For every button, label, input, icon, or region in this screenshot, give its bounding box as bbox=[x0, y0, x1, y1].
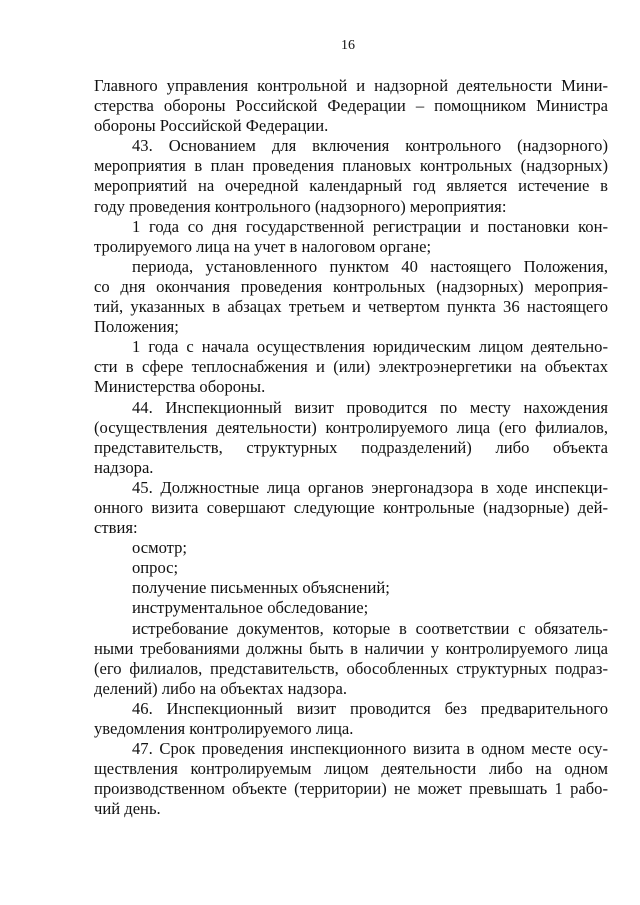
paragraph bbox=[94, 217, 608, 257]
text-line: 1 года со дня государственной регистрации и постановки кон- bbox=[132, 216, 608, 236]
paragraph bbox=[94, 337, 608, 397]
text-line: ными требованиями должны быть в наличии у контролируемого лица bbox=[94, 638, 608, 658]
paragraph bbox=[94, 136, 608, 216]
text-line: осмотр; bbox=[132, 538, 188, 558]
text-line: со дня окончания проведения контрольных (надзорных) мероприя- bbox=[94, 276, 608, 296]
paragraph bbox=[94, 578, 608, 598]
paragraph bbox=[94, 598, 608, 618]
text-line: 47. Срок проведения инспекционного визита в одном месте осу- bbox=[132, 739, 608, 759]
paragraph bbox=[94, 478, 608, 538]
text-line: опрос; bbox=[132, 558, 179, 578]
text-line: 1 года с начала осуществления юридическим лицом деятельно- bbox=[132, 337, 608, 357]
text-line: (осуществления деятельности) контролируемого лица (его филиалов, bbox=[94, 417, 608, 437]
paragraph bbox=[94, 558, 608, 578]
text-line: году проведения контрольного (надзорного) мероприятия: bbox=[94, 196, 507, 216]
document-body bbox=[94, 76, 608, 819]
paragraph bbox=[94, 619, 608, 699]
text-line: получение письменных объяснений; bbox=[132, 578, 390, 598]
text-line: Главного управления контрольной и надзорной деятельности Мини- bbox=[94, 76, 608, 95]
text-line: 43. Основанием для включения контрольного (надзорного) bbox=[132, 136, 608, 156]
paragraph bbox=[94, 76, 608, 136]
text-line: представительств, структурных подразделений) либо объекта bbox=[94, 437, 608, 457]
text-line: онного визита совершают следующие контрольные (надзорные) дей- bbox=[94, 497, 608, 517]
paragraph bbox=[94, 739, 608, 819]
text-line: обороны Российской Федерации. bbox=[94, 116, 329, 136]
text-line: инструментальное обследование; bbox=[132, 598, 369, 618]
text-line: стерства обороны Российской Федерации – помощником Министра bbox=[94, 96, 608, 116]
text-line: (его филиалов, представительств, обособленных структурных подраз- bbox=[94, 658, 608, 678]
text-line: 44. Инспекционный визит проводится по месту нахождения bbox=[132, 397, 608, 417]
text-line: Министерства обороны. bbox=[94, 377, 266, 397]
text-line: ществления контролируемым лицом деятельности либо на одном bbox=[94, 759, 608, 779]
paragraph bbox=[94, 398, 608, 478]
paragraph bbox=[94, 538, 608, 558]
text-line: мероприятий на очередной календарный год является истечение в bbox=[94, 176, 608, 196]
text-line: истребование документов, которые в соответствии с обязатель- bbox=[132, 618, 608, 638]
text-line: сти в сфере теплоснабжения и (или) электроэнергетики на объектах bbox=[94, 357, 608, 377]
text-line: делений) либо на объектах надзора. bbox=[94, 678, 348, 698]
text-line: Положения; bbox=[94, 317, 179, 337]
page-number: 16 bbox=[341, 38, 355, 53]
text-line: ствия: bbox=[94, 518, 138, 538]
text-line: производственном объекте (территории) не может превышать 1 рабо- bbox=[94, 779, 608, 799]
text-line: 45. Должностные лица органов энергонадзора в ходе инспекци- bbox=[132, 477, 608, 497]
text-line: тролируемого лица на учет в налоговом органе; bbox=[94, 236, 432, 256]
paragraph bbox=[94, 699, 608, 739]
text-line: чий день. bbox=[94, 799, 161, 819]
text-line: мероприятия в план проведения плановых контрольных (надзорных) bbox=[94, 156, 608, 176]
text-line: уведомления контролируемого лица. bbox=[94, 719, 354, 738]
text-line: 46. Инспекционный визит проводится без предварительного bbox=[132, 698, 608, 718]
text-line: тий, указанных в абзацах третьем и четвертом пункта 36 настоящего bbox=[94, 297, 608, 317]
text-line: надзора. bbox=[94, 457, 154, 477]
text-line: периода, установленного пунктом 40 настоящего Положения, bbox=[132, 256, 608, 276]
paragraph bbox=[94, 257, 608, 337]
